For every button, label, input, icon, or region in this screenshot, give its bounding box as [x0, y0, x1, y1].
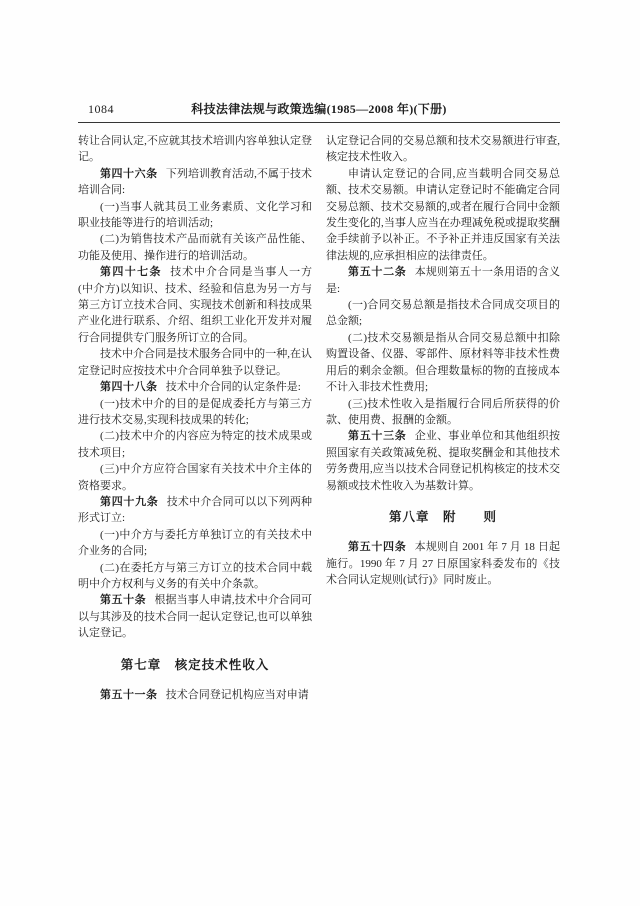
paragraph-text: 转让合同认定,不应就其技术培训内容单独认定登记。 [78, 135, 312, 164]
paragraph [326, 133, 560, 166]
article-number: 第五十三条 [348, 430, 407, 443]
paragraph [78, 264, 312, 346]
paragraph [326, 297, 560, 330]
paragraph [78, 396, 312, 429]
paragraph [78, 494, 312, 527]
header-rule [78, 122, 560, 123]
book-title: 科技法律法规与政策选编(1985—2008 年)(下册) [191, 102, 447, 116]
article-number: 第四十九条 [100, 495, 159, 508]
paragraph [78, 461, 312, 494]
page-number: 1084 [88, 102, 114, 116]
paragraph-text: 技术合同登记机构应当对申请 [165, 689, 309, 701]
paragraph-text: 认定登记合同的交易总额和技术交易额进行审查,核定技术性收入。 [326, 135, 560, 164]
paragraph-text: (一)合同交易总额是指技术合同成交项目的总金额; [326, 299, 560, 328]
paragraph-text: 技术中介合同的认定条件是: [165, 381, 301, 394]
paragraph-text: (二)为销售技术产品而就有关该产品性能、功能及使用、操作进行的培训活动。 [78, 233, 312, 262]
paragraph [78, 199, 312, 232]
paragraph-text: 根据当事人申请,技术中介合同可以与其涉及的技术合同一起认定登记,也可以单独认定登记。 [78, 594, 313, 640]
paragraph [78, 133, 312, 166]
paragraph-text: 技术中介合同可以以下列两种形式订立: [78, 495, 313, 525]
paragraph-text: 本规则第五十一条用语的含义是: [326, 266, 561, 295]
paragraph-text: 本规则自 2001 年 7 月 18 日起施行。1990 年 7 月 27 日原国家科委发布的《技术合同认定规则(试行)》同时废止。 [326, 541, 561, 587]
paragraph [326, 428, 560, 494]
paragraph-text: (一)技术中介的目的是促成委托方与第三方进行技术交易,实现科技成果的转化; [78, 397, 312, 426]
paragraph-text: (三)中介方应符合国家有关技术中介主体的资格要求。 [78, 463, 312, 492]
paragraph [78, 346, 312, 379]
paragraph-text: 技术中介合同是技术服务合同中的一种,在认定登记时应按技术中介合同单独予以登记。 [78, 348, 312, 377]
paragraph-text: 申请认定登记的合同,应当载明合同交易总额、技术交易额。申请认定登记时不能确定合同交易总额、技术交易额的,或者在履行合同中金额发生变化的,当事人应当在办理减免税或提取奖酬金手续前予以补正。不予补正并违反国家有关法律法规的,应承担相应的法律责任。 [326, 167, 560, 262]
article-number: 第五十条 [100, 594, 147, 607]
paragraph [78, 379, 312, 395]
chapter-heading: 第七章 核定技术性收入 [120, 657, 270, 672]
paragraph-text: 下列培训教育活动,不属于技术培训合同: [78, 167, 313, 197]
page-content [78, 100, 560, 703]
page-header [78, 100, 560, 118]
paragraph-text: (二)技术交易额是指从合同交易总额中扣除购置设备、仪器、零部件、原材料等非技术性费用后的剩余金额。但合理数量标的物的直接成本不计入非技术性费用; [326, 331, 560, 394]
paragraph [78, 560, 312, 593]
paragraph [78, 687, 312, 703]
paragraph [78, 231, 312, 264]
article-number: 第五十二条 [348, 266, 407, 279]
article-number: 第五十四条 [348, 541, 407, 554]
paragraph-text: (二)技术中介的内容应为特定的技术成果或技术项目; [78, 430, 312, 459]
paragraph-text: (二)在委托方与第三方订立的技术合同中载明中介方权利与义务的有关中介条款。 [78, 561, 312, 590]
article-number: 第四十八条 [100, 381, 158, 394]
paragraph-text: 技术中介合同是当事人一方(中介方)以知识、技术、经验和信息为另一方与第三方订立技术合同、实现技术创新和科技成果产业化进行联系、介绍、组织工业化开发并对履行合同提供专门服务所订立的合同。 [78, 266, 312, 344]
paragraph [78, 166, 312, 199]
paragraph-text: (一)当事人就其员工业务素质、文化学习和职业技能等进行的培训活动; [78, 200, 312, 230]
chapter-heading: 第八章 附 则 [388, 509, 497, 524]
paragraph [326, 396, 560, 429]
paragraph-text: (三)技术性收入是指履行合同后所获得的价款、使用费、报酬的金额。 [326, 397, 560, 426]
paragraph-text: (一)中介方与委托方单独订立的有关技术中介业务的合同; [78, 528, 312, 558]
paragraph [326, 166, 560, 264]
paragraph-text: 企业、事业单位和其他组织按照国家有关政策减免税、提取奖酬金和其他技术劳务费用,应当以技术合同登记机构核定的技术交易额或技术性收入为基数计算。 [326, 430, 561, 492]
paragraph [78, 428, 312, 461]
article-number: 第四十七条 [100, 266, 162, 279]
left-column [78, 133, 312, 703]
article-number: 第四十六条 [100, 167, 158, 180]
article-number: 第五十一条 [100, 689, 158, 701]
right-column [326, 133, 560, 703]
two-column-text [78, 133, 560, 703]
paragraph [326, 330, 560, 396]
paragraph [326, 264, 560, 297]
paragraph [78, 592, 312, 641]
paragraph [326, 539, 560, 588]
paragraph [78, 527, 312, 560]
